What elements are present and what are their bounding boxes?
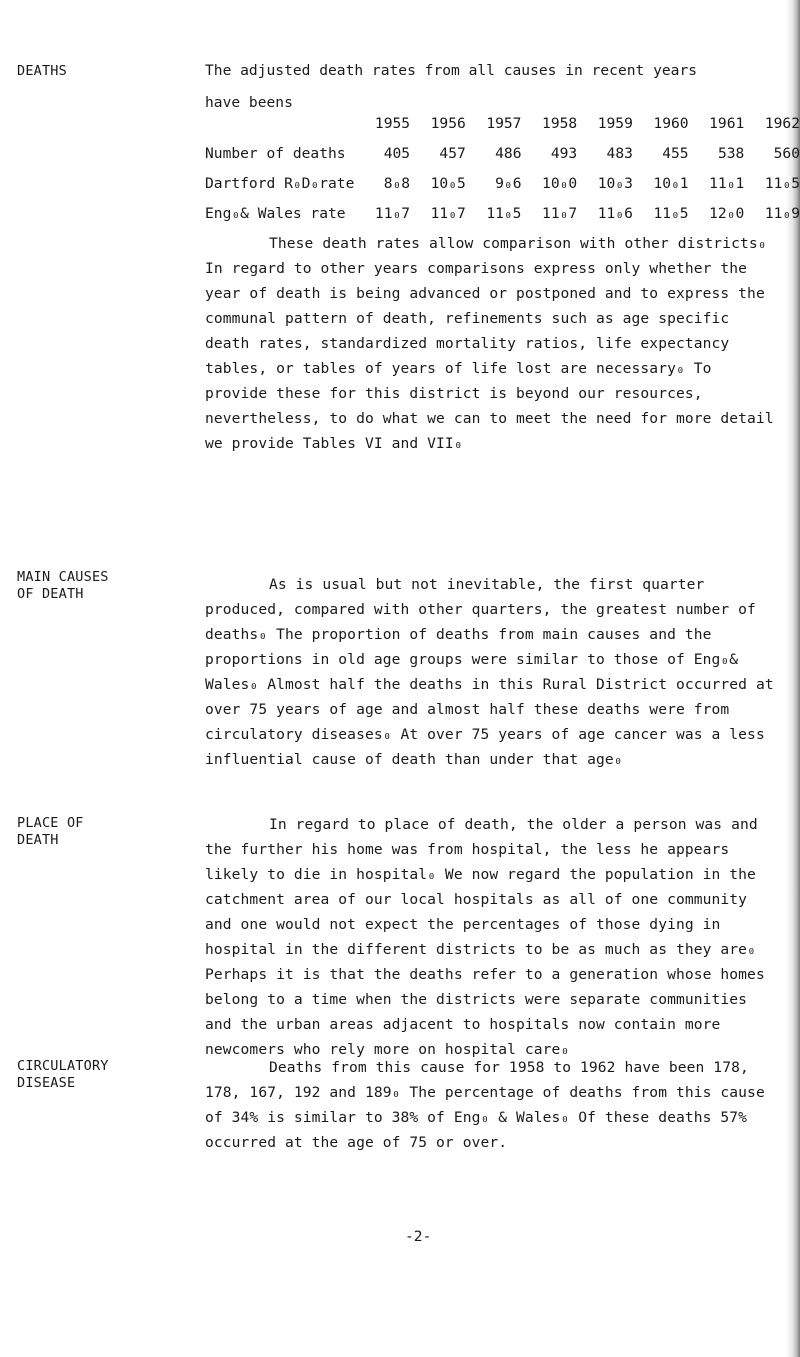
year-cell: 1955: [374, 114, 411, 132]
year-cell: 1959: [597, 114, 633, 132]
paragraph-place-of-death: In regard to place of death, the older a person was and the further his home was from hospital, the less he appears likely to die in hospital₀ We now regard the population in the catchment area of our local hospitals as all of one community and one would not expect the percentages of those dying in hospital in the different districts to be as much as they are₀ Perhaps it is that the deaths refer to a generation whose homes belong to a time when the districts were separate communities and the urban areas adjacent to hospitals now contain more newcomers who rely more on hospital care₀: [205, 816, 765, 1058]
death-rates-table: [205, 108, 800, 228]
table-cell: 455: [662, 144, 689, 162]
table-cell: 560: [773, 144, 800, 162]
table-cell: 12₀0: [709, 204, 745, 222]
intro-line-1: The adjusted death rates from all causes in recent years: [205, 62, 698, 79]
table-cell: 10₀0: [542, 174, 578, 192]
table-cell: 10₀1: [653, 174, 689, 192]
table-cell: 538: [717, 144, 745, 162]
intro-line-2: have beens: [205, 94, 293, 111]
year-cell: 1961: [709, 114, 745, 132]
paragraph-comparison: These death rates allow comparison with other districts₀ In regard to other years comparisons express only whether the year of death is being advanced or postponed and to express the communal pattern of death, refinements such as age specific death rates, standardized mortality ratios, life expectancy tables, or tables of years of life lost are necessary₀ To provide these for this district is beyond our resources, nevertheless, to do what we can to meet the need for more detail we provide Tables VI and VII₀: [205, 235, 774, 452]
table-cell: 486: [495, 144, 522, 162]
year-cell: 1956: [430, 114, 466, 132]
table-cell: 483: [606, 144, 633, 162]
year-cell: 1958: [542, 114, 578, 132]
side-heading-circulatory-disease: CIRCULATORY DISEASE: [17, 1058, 109, 1091]
side-heading-place-of-death: PLACE OF DEATH: [17, 815, 84, 848]
year-cell: 1957: [486, 114, 522, 132]
table-cell: 11₀7: [542, 204, 578, 222]
row-label: Eng₀& Wales rate: [205, 204, 346, 222]
table-row: [205, 198, 800, 228]
table-cell: 11₀7: [430, 204, 466, 222]
table-row: [205, 138, 800, 168]
side-heading-main-causes: MAIN CAUSES OF DEATH: [17, 569, 109, 602]
table-cell: 11₀5: [653, 204, 689, 222]
row-label: Dartford R₀D₀rate: [205, 174, 355, 192]
table-cell: 405: [383, 144, 411, 162]
table-cell: 11₀9: [764, 204, 800, 222]
table-cell: 10₀3: [597, 174, 633, 192]
year-cell: 1962: [764, 114, 800, 132]
page-number: -2-: [405, 1228, 432, 1245]
table-cell: 11₀1: [709, 174, 745, 192]
table-row: [205, 168, 800, 198]
year-cell: 1960: [653, 114, 689, 132]
table-cell: 9₀6: [495, 174, 522, 192]
paragraph-main-causes: As is usual but not inevitable, the first quarter produced, compared with other quarters, the greatest number of deaths₀ The proportion of deaths from main causes and the proportions in old age groups were similar to those of Eng₀& Wales₀ Almost half the deaths in this Rural District occurred at over 75 years of age and almost half these deaths were from circulatory diseases₀ At over 75 years of age cancer was a less influential cause of death than under that age₀: [205, 576, 774, 768]
row-label: Number of deaths: [205, 144, 346, 162]
table-header-row: [205, 108, 800, 138]
table-cell: 457: [439, 144, 466, 162]
table-cell: 11₀7: [374, 204, 411, 222]
side-heading-deaths: DEATHS: [17, 63, 67, 79]
table-cell: 11₀6: [597, 204, 633, 222]
table-cell: 8₀8: [383, 174, 411, 192]
table-cell: 493: [550, 144, 578, 162]
table-cell: 11₀5: [486, 204, 522, 222]
table-cell: 11₀5: [764, 174, 800, 192]
paragraph-circulatory-disease: Deaths from this cause for 1958 to 1962 have been 178, 178, 167, 192 and 189₀ The percentage of deaths from this cause of 34% is similar to 38% of Eng₀ & Wales₀ Of these deaths 57% occurred at the age of 75 or over.: [205, 1059, 765, 1151]
table-cell: 10₀5: [430, 174, 466, 192]
